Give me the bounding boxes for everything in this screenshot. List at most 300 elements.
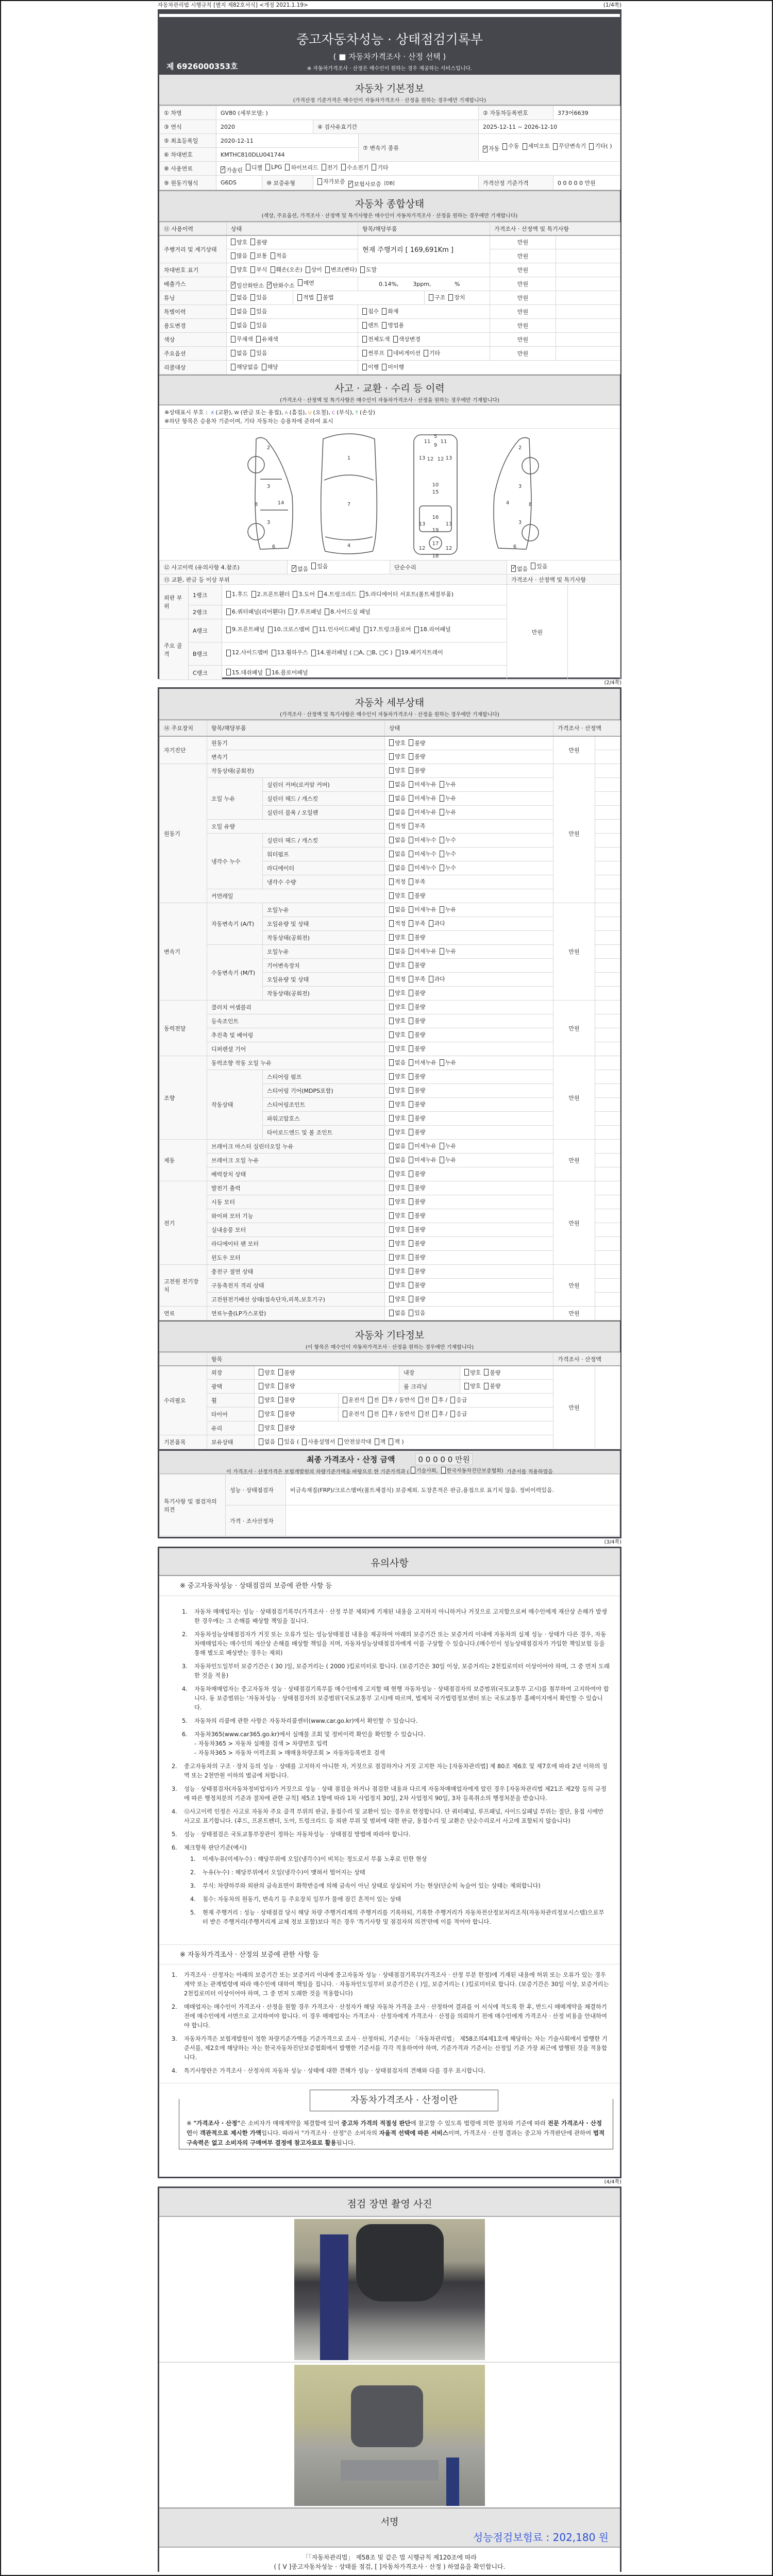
checkbox[interactable] — [409, 1143, 413, 1149]
checkbox[interactable] — [343, 1411, 347, 1417]
checkbox[interactable] — [483, 146, 488, 152]
checkbox[interactable] — [231, 266, 236, 273]
checkbox-option[interactable] — [388, 349, 421, 357]
checkbox[interactable] — [362, 350, 367, 357]
checkbox[interactable] — [502, 143, 507, 150]
checkbox-option[interactable] — [343, 1410, 365, 1418]
checkbox-option[interactable] — [441, 1466, 503, 1474]
checkbox-option[interactable] — [389, 1239, 406, 1247]
checkbox[interactable] — [409, 753, 413, 760]
checkbox[interactable] — [389, 781, 394, 788]
checkbox[interactable] — [382, 1397, 387, 1403]
checkbox-option[interactable] — [297, 293, 314, 301]
checkbox-option[interactable] — [278, 1396, 295, 1404]
checkbox[interactable] — [231, 294, 236, 301]
checkbox-option[interactable] — [389, 1211, 406, 1219]
checkbox[interactable] — [440, 948, 444, 955]
checkbox-option[interactable] — [389, 1267, 406, 1275]
checkbox-option[interactable] — [259, 1382, 275, 1390]
checkbox-option[interactable] — [250, 265, 267, 274]
checkbox-option[interactable] — [389, 1003, 406, 1011]
checkbox[interactable] — [409, 934, 413, 941]
price-value[interactable] — [595, 1084, 620, 1098]
checkbox[interactable] — [256, 336, 261, 343]
checkbox-option[interactable] — [409, 905, 436, 913]
checkbox[interactable] — [317, 178, 322, 185]
checkbox[interactable] — [226, 608, 231, 615]
checkbox[interactable] — [322, 164, 326, 171]
checkbox-option[interactable] — [231, 251, 247, 260]
checkbox[interactable] — [418, 1411, 423, 1417]
checkbox[interactable] — [389, 1184, 394, 1191]
checkbox-option[interactable] — [292, 565, 308, 573]
checkbox-option[interactable] — [448, 293, 465, 301]
price-value[interactable] — [595, 1001, 620, 1014]
checkbox[interactable] — [259, 1383, 263, 1389]
price-value[interactable] — [595, 987, 620, 1001]
checkbox-option[interactable] — [409, 794, 436, 802]
price-value[interactable] — [595, 1181, 620, 1195]
checkbox[interactable] — [409, 1198, 413, 1205]
checkbox-option[interactable] — [440, 836, 456, 844]
price-value[interactable] — [595, 1293, 620, 1307]
checkbox-option[interactable] — [440, 863, 456, 872]
checkbox-option[interactable] — [271, 265, 303, 274]
checkbox-option[interactable] — [396, 648, 443, 658]
checkbox[interactable] — [409, 948, 413, 955]
price-value[interactable] — [595, 1042, 620, 1056]
checkbox-option[interactable] — [409, 1058, 436, 1066]
checkbox-option[interactable] — [424, 349, 440, 357]
checkbox-option[interactable] — [375, 1437, 386, 1446]
checkbox-option[interactable] — [341, 163, 369, 172]
checkbox-option[interactable] — [259, 1368, 275, 1377]
price-value[interactable] — [595, 764, 620, 778]
checkbox-option[interactable] — [362, 335, 390, 343]
checkbox[interactable] — [450, 1411, 455, 1417]
checkbox[interactable] — [251, 591, 256, 598]
checkbox[interactable] — [409, 851, 413, 857]
checkbox-option[interactable] — [409, 1114, 425, 1122]
checkbox[interactable] — [389, 851, 394, 857]
checkbox-option[interactable] — [278, 1382, 295, 1390]
checkbox-option[interactable] — [389, 1437, 404, 1446]
checkbox[interactable] — [389, 1254, 394, 1261]
checkbox-option[interactable] — [389, 891, 406, 900]
checkbox-option[interactable] — [226, 648, 268, 658]
checkbox-option[interactable] — [409, 1030, 425, 1039]
checkbox[interactable] — [297, 294, 302, 301]
checkbox-option[interactable] — [268, 624, 310, 635]
checkbox-option[interactable] — [409, 822, 425, 830]
checkbox[interactable] — [409, 878, 413, 885]
checkbox[interactable] — [409, 1212, 413, 1219]
checkbox[interactable] — [409, 781, 413, 788]
checkbox[interactable] — [389, 948, 394, 955]
checkbox[interactable] — [278, 1369, 283, 1376]
checkbox-option[interactable] — [409, 877, 425, 886]
checkbox-option[interactable] — [409, 961, 425, 969]
checkbox-option[interactable] — [389, 933, 406, 941]
checkbox-option[interactable] — [272, 648, 308, 658]
checkbox-option[interactable] — [389, 1086, 406, 1094]
checkbox[interactable] — [311, 650, 316, 656]
checkbox-option[interactable] — [409, 891, 425, 900]
checkbox[interactable] — [311, 563, 316, 569]
checkbox[interactable] — [372, 164, 376, 171]
checkbox[interactable] — [409, 892, 413, 899]
checkbox-option[interactable] — [389, 739, 406, 747]
checkbox-option[interactable] — [589, 141, 612, 152]
price-value[interactable] — [595, 1265, 620, 1279]
checkbox[interactable] — [389, 1438, 393, 1445]
checkbox-option[interactable] — [440, 905, 456, 913]
checkbox[interactable] — [293, 591, 297, 598]
checkbox-option[interactable] — [231, 363, 259, 371]
checkbox-option[interactable] — [389, 877, 406, 886]
checkbox[interactable] — [409, 920, 413, 927]
checkbox-option[interactable] — [553, 141, 586, 152]
checkbox[interactable] — [313, 626, 317, 633]
checkbox[interactable] — [440, 1059, 444, 1066]
price-value[interactable] — [595, 1098, 620, 1112]
checkbox[interactable] — [250, 308, 255, 315]
checkbox[interactable] — [448, 294, 453, 301]
checkbox-option[interactable] — [259, 1396, 275, 1404]
checkbox-option[interactable] — [278, 1368, 295, 1377]
checkbox[interactable] — [389, 1226, 394, 1233]
checkbox[interactable] — [341, 164, 346, 171]
checkbox-option[interactable] — [256, 335, 278, 343]
checkbox-option[interactable] — [317, 293, 333, 301]
checkbox-option[interactable] — [389, 1183, 406, 1192]
checkbox[interactable] — [231, 364, 236, 370]
checkbox[interactable] — [389, 809, 394, 816]
checkbox[interactable] — [267, 282, 272, 289]
checkbox[interactable] — [231, 282, 236, 289]
checkbox-option[interactable] — [362, 363, 379, 371]
checkbox-option[interactable] — [531, 562, 547, 570]
checkbox[interactable] — [424, 350, 428, 357]
checkbox-option[interactable] — [389, 1058, 406, 1066]
checkbox[interactable] — [302, 1438, 307, 1445]
price-value[interactable] — [595, 1014, 620, 1028]
price-value[interactable] — [595, 959, 620, 973]
checkbox[interactable] — [409, 1184, 413, 1191]
price-value[interactable] — [595, 848, 620, 861]
checkbox[interactable] — [389, 837, 394, 843]
checkbox-option[interactable] — [389, 1309, 406, 1317]
checkbox[interactable] — [440, 851, 444, 857]
checkbox[interactable] — [259, 1369, 263, 1376]
checkbox-option[interactable] — [418, 1396, 430, 1404]
checkbox[interactable] — [409, 1115, 413, 1122]
checkbox[interactable] — [523, 143, 527, 150]
checkbox[interactable] — [250, 252, 255, 259]
checkbox-option[interactable] — [325, 607, 371, 616]
checkbox[interactable] — [409, 1296, 413, 1302]
checkbox[interactable] — [409, 1226, 413, 1233]
checkbox[interactable] — [389, 1045, 394, 1052]
checkbox-option[interactable] — [409, 863, 436, 872]
checkbox-option[interactable] — [389, 1295, 406, 1303]
checkbox[interactable] — [409, 1031, 413, 1038]
checkbox-option[interactable] — [311, 648, 393, 658]
checkbox[interactable] — [250, 266, 255, 273]
checkbox[interactable] — [440, 1143, 444, 1149]
checkbox-option[interactable] — [440, 794, 456, 802]
price-value[interactable] — [595, 1279, 620, 1293]
checkbox[interactable] — [278, 1411, 283, 1417]
checkbox[interactable] — [484, 1383, 489, 1389]
checkbox[interactable] — [396, 650, 400, 656]
checkbox[interactable] — [409, 1073, 413, 1080]
price-value[interactable] — [595, 1112, 620, 1126]
checkbox[interactable] — [343, 1397, 347, 1403]
checkbox-option[interactable] — [389, 1225, 406, 1233]
checkbox-option[interactable] — [231, 265, 247, 274]
checkbox[interactable] — [272, 650, 276, 656]
price-value[interactable] — [595, 973, 620, 987]
checkbox-option[interactable] — [250, 321, 267, 329]
price-value[interactable] — [595, 1070, 620, 1084]
checkbox[interactable] — [389, 753, 394, 760]
checkbox[interactable] — [389, 1004, 394, 1010]
checkbox-option[interactable] — [389, 794, 406, 802]
checkbox[interactable] — [306, 266, 310, 273]
checkbox[interactable] — [271, 266, 275, 273]
checkbox-option[interactable] — [231, 335, 253, 343]
checkbox[interactable] — [389, 1282, 394, 1289]
checkbox[interactable] — [409, 809, 413, 816]
checkbox-option[interactable] — [343, 1396, 365, 1404]
price-value[interactable] — [595, 792, 620, 806]
price-value[interactable] — [595, 820, 620, 834]
checkbox[interactable] — [409, 837, 413, 843]
checkbox[interactable] — [250, 294, 255, 301]
checkbox-option[interactable] — [231, 238, 247, 246]
checkbox-option[interactable] — [389, 822, 406, 830]
checkbox[interactable] — [409, 1045, 413, 1052]
checkbox[interactable] — [409, 962, 413, 969]
price-value[interactable] — [595, 1126, 620, 1140]
checkbox-option[interactable] — [311, 562, 328, 570]
checkbox[interactable] — [226, 626, 231, 633]
checkbox-option[interactable] — [409, 1211, 425, 1219]
checkbox[interactable] — [389, 823, 394, 829]
checkbox-option[interactable] — [226, 624, 265, 635]
checkbox-option[interactable] — [389, 1170, 406, 1178]
checkbox-option[interactable] — [464, 1382, 481, 1390]
checkbox-option[interactable] — [409, 1016, 425, 1025]
checkbox-option[interactable] — [389, 905, 406, 913]
checkbox-option[interactable] — [364, 624, 411, 635]
checkbox[interactable] — [382, 364, 386, 370]
checkbox[interactable] — [262, 364, 266, 370]
checkbox[interactable] — [389, 795, 394, 802]
checkbox-option[interactable] — [409, 739, 425, 747]
checkbox-option[interactable] — [298, 279, 314, 287]
checkbox-option[interactable] — [389, 1030, 406, 1039]
checkbox[interactable] — [231, 308, 236, 315]
checkbox-option[interactable] — [259, 1410, 275, 1418]
checkbox-option[interactable] — [266, 668, 308, 676]
checkbox-option[interactable] — [231, 293, 247, 301]
checkbox-option[interactable] — [259, 1423, 275, 1432]
checkbox[interactable] — [414, 626, 419, 633]
checkbox[interactable] — [409, 990, 413, 996]
checkbox-option[interactable] — [389, 780, 406, 788]
checkbox-option[interactable] — [411, 1466, 438, 1474]
checkbox-option[interactable] — [368, 1410, 379, 1418]
checkbox[interactable] — [389, 865, 394, 871]
checkbox-option[interactable] — [429, 293, 445, 301]
price-value[interactable] — [595, 1056, 620, 1070]
checkbox[interactable] — [409, 1004, 413, 1010]
checkbox[interactable] — [221, 166, 225, 173]
checkbox[interactable] — [429, 920, 433, 927]
checkbox-option[interactable] — [409, 1253, 425, 1261]
checkbox[interactable] — [389, 1268, 394, 1275]
checkbox-option[interactable] — [389, 863, 406, 872]
checkbox-option[interactable] — [409, 766, 425, 774]
checkbox-option[interactable] — [322, 163, 338, 172]
checkbox-option[interactable] — [372, 163, 388, 172]
price-value[interactable] — [595, 1209, 620, 1223]
checkbox[interactable] — [231, 322, 236, 329]
checkbox-option[interactable] — [389, 919, 406, 927]
checkbox[interactable] — [278, 1425, 283, 1431]
checkbox[interactable] — [389, 1296, 394, 1302]
checkbox-option[interactable] — [389, 1044, 406, 1053]
checkbox[interactable] — [409, 1101, 413, 1108]
checkbox-option[interactable] — [393, 335, 421, 343]
checkbox[interactable] — [250, 239, 255, 245]
checkbox[interactable] — [409, 865, 413, 871]
checkbox[interactable] — [511, 565, 516, 572]
checkbox[interactable] — [440, 1157, 444, 1163]
checkbox-option[interactable] — [226, 590, 248, 599]
checkbox[interactable] — [440, 906, 444, 913]
checkbox-option[interactable] — [464, 1368, 481, 1377]
checkbox-option[interactable] — [259, 1437, 275, 1446]
checkbox[interactable] — [450, 1397, 455, 1403]
checkbox[interactable] — [265, 164, 270, 171]
price-value[interactable] — [595, 889, 620, 903]
checkbox-option[interactable] — [306, 265, 322, 274]
checkbox[interactable] — [389, 1157, 394, 1163]
checkbox[interactable] — [382, 322, 386, 329]
checkbox-option[interactable] — [409, 1044, 425, 1053]
checkbox[interactable] — [364, 626, 368, 633]
checkbox[interactable] — [411, 1467, 415, 1473]
checkbox-option[interactable] — [414, 624, 451, 635]
checkbox[interactable] — [278, 1383, 283, 1389]
checkbox[interactable] — [389, 1171, 394, 1177]
checkbox-option[interactable] — [302, 1437, 335, 1446]
checkbox[interactable] — [231, 350, 236, 357]
price-value[interactable] — [595, 1223, 620, 1237]
checkbox-option[interactable] — [317, 177, 345, 185]
checkbox-option[interactable] — [409, 1295, 425, 1303]
checkbox-option[interactable] — [389, 850, 406, 858]
checkbox-option[interactable] — [285, 163, 318, 172]
checkbox[interactable] — [440, 781, 444, 788]
checkbox[interactable] — [226, 591, 231, 598]
checkbox-option[interactable] — [409, 1267, 425, 1275]
checkbox[interactable] — [389, 920, 394, 927]
checkbox[interactable] — [388, 350, 392, 357]
checkbox-option[interactable] — [409, 1156, 436, 1164]
checkbox[interactable] — [298, 279, 303, 286]
checkbox-option[interactable] — [382, 363, 404, 371]
price-value[interactable] — [595, 931, 620, 945]
checkbox-option[interactable] — [362, 321, 379, 329]
checkbox[interactable] — [440, 795, 444, 802]
checkbox[interactable] — [231, 252, 236, 259]
checkbox[interactable] — [389, 1031, 394, 1038]
checkbox[interactable] — [389, 934, 394, 941]
checkbox[interactable] — [389, 1129, 394, 1136]
checkbox[interactable] — [389, 878, 394, 885]
checkbox[interactable] — [389, 1018, 394, 1024]
checkbox-option[interactable] — [409, 1086, 425, 1094]
checkbox-option[interactable] — [409, 1128, 425, 1136]
checkbox-option[interactable] — [250, 238, 267, 246]
checkbox[interactable] — [432, 1411, 437, 1417]
checkbox-option[interactable] — [389, 1197, 406, 1206]
checkbox-option[interactable] — [409, 1100, 425, 1108]
checkbox-option[interactable] — [409, 1142, 436, 1150]
checkbox[interactable] — [389, 990, 394, 996]
price-value[interactable] — [595, 1251, 620, 1265]
checkbox-option[interactable] — [389, 1253, 406, 1261]
checkbox[interactable] — [429, 976, 433, 982]
checkbox[interactable] — [289, 608, 293, 615]
checkbox[interactable] — [409, 1018, 413, 1024]
checkbox[interactable] — [389, 1310, 394, 1316]
price-value[interactable] — [595, 834, 620, 848]
checkbox[interactable] — [409, 1240, 413, 1247]
checkbox-option[interactable] — [484, 1382, 500, 1390]
checkbox-option[interactable] — [409, 947, 436, 955]
checkbox[interactable] — [259, 1425, 263, 1431]
checkbox[interactable] — [389, 906, 394, 913]
checkbox[interactable] — [409, 1268, 413, 1275]
checkbox-option[interactable] — [278, 1410, 295, 1418]
checkbox[interactable] — [360, 591, 364, 598]
checkbox[interactable] — [389, 1101, 394, 1108]
checkbox[interactable] — [441, 1467, 446, 1473]
checkbox[interactable] — [250, 350, 255, 357]
price-value[interactable] — [595, 736, 620, 750]
checkbox-option[interactable] — [278, 1437, 299, 1446]
checkbox-option[interactable] — [409, 975, 425, 983]
checkbox[interactable] — [362, 364, 367, 370]
checkbox[interactable] — [440, 809, 444, 816]
price-value[interactable] — [595, 1307, 620, 1320]
price-value[interactable] — [595, 778, 620, 792]
checkbox[interactable] — [278, 1438, 283, 1445]
checkbox-option[interactable] — [382, 321, 404, 329]
checkbox-option[interactable] — [246, 163, 262, 172]
checkbox[interactable] — [409, 1310, 413, 1316]
checkbox[interactable] — [389, 1212, 394, 1219]
checkbox[interactable] — [464, 1369, 469, 1376]
checkbox-option[interactable] — [409, 919, 425, 927]
checkbox-option[interactable] — [409, 808, 436, 816]
checkbox[interactable] — [389, 1059, 394, 1066]
